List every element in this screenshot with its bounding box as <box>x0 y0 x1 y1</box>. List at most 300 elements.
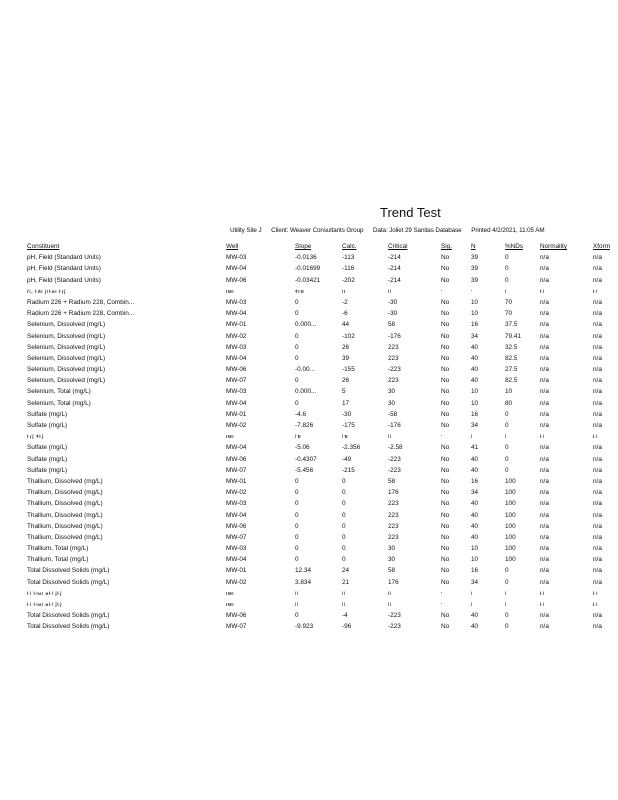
cell-normality: n/a <box>540 399 549 407</box>
cell-well: MW-03 <box>226 298 247 306</box>
cell-critical: ǀǀ <box>388 590 392 596</box>
cell-sig: No <box>441 455 450 463</box>
cell-n: ǀ <box>471 602 473 607</box>
cell-calc: 0 <box>342 489 346 497</box>
cell-pct-nds: ǀ <box>505 590 507 596</box>
cell-n: 10 <box>471 388 479 396</box>
header-well: Well <box>226 243 239 250</box>
table-row <box>27 588 617 599</box>
cell-n: 39 <box>471 276 479 284</box>
cell-slope: -0.0136 <box>295 254 317 262</box>
cell-slope: 0 <box>295 500 299 508</box>
cell-critical: -176 <box>388 422 401 429</box>
cell-constituent: Selenium, Total (mg/L) <box>27 388 91 396</box>
cell-xform: n/a <box>593 265 602 273</box>
cell-xform: n/a <box>593 298 602 306</box>
cell-sig: No <box>441 321 450 329</box>
cell-xform: n/a <box>593 545 602 553</box>
cell-n: 16 <box>471 321 479 329</box>
cell-calc: 24 <box>342 567 350 575</box>
cell-sig: ʹ <box>441 602 443 607</box>
cell-xform: ŀǀ <box>593 288 598 294</box>
cell-calc: 17 <box>342 399 350 407</box>
cell-n: 40 <box>471 612 479 620</box>
cell-slope: 0 <box>295 354 299 362</box>
cell-slope: 12.34 <box>295 567 311 575</box>
cell-slope: -0.01699 <box>295 265 321 273</box>
cell-slope: 0 <box>295 399 299 407</box>
cell-slope: 0 <box>295 511 299 519</box>
cell-pct-nds: ǀ <box>505 288 507 294</box>
table-row <box>27 364 617 375</box>
cell-slope: -7.826 <box>295 422 314 429</box>
cell-pct-nds: 0 <box>505 422 509 429</box>
cell-critical: 223 <box>388 377 399 385</box>
cell-n: 40 <box>471 533 479 541</box>
cell-critical: -223 <box>388 455 401 463</box>
cell-n: 40 <box>471 366 479 374</box>
cell-constituent: Total Dissolved Solids (mg/L) <box>27 623 110 631</box>
cell-well: MW-02 <box>226 578 247 586</box>
cell-n: 40 <box>471 511 479 519</box>
cell-constituent: Thallium, Dissolved (mg/L) <box>27 522 103 530</box>
cell-xform: n/a <box>593 489 602 497</box>
cell-slope: -5.456 <box>295 466 314 474</box>
cell-well: MW-06 <box>226 455 247 463</box>
cell-xform: n/a <box>593 276 602 284</box>
cell-calc: 0 <box>342 556 346 564</box>
table-row <box>27 543 617 554</box>
cell-calc: -202 <box>342 276 355 284</box>
cell-constituent: Selenium, Dissolved (mg/L) <box>27 366 106 374</box>
header-critical: Critical <box>388 243 408 250</box>
cell-pct-nds: 0 <box>505 612 509 620</box>
cell-constituent: Total Dissolved Solids (mg/L) <box>27 567 110 575</box>
cell-xform: n/a <box>593 522 602 530</box>
cell-slope: -0.00... <box>295 366 315 374</box>
cell-calc: 0 <box>342 522 346 530</box>
cell-sig: No <box>441 298 450 306</box>
printed-timestamp: Printed 4/2/2021, 11:05 AM <box>471 227 545 234</box>
cell-normality: n/a <box>540 444 549 452</box>
table-row <box>27 577 617 588</box>
cell-constituent: Selenium, Total (mg/L) <box>27 399 91 407</box>
table-row <box>27 610 617 621</box>
cell-pct-nds: 70 <box>505 298 513 306</box>
table-row <box>27 420 617 431</box>
table-row <box>27 386 617 397</box>
cell-n: 40 <box>471 522 479 530</box>
cell-constituent: Thallium, Dissolved (mg/L) <box>27 533 103 541</box>
cell-pct-nds: 82.5 <box>505 354 518 362</box>
cell-n: ʹ <box>471 288 473 294</box>
cell-sig: ʹ <box>441 434 443 440</box>
table-row <box>27 599 617 610</box>
cell-normality: n/a <box>540 254 549 262</box>
cell-constituent: ŀŗĵ ǂŀĵ <box>27 434 44 440</box>
cell-n: 41 <box>471 444 479 452</box>
table-row <box>27 487 617 498</box>
table-row <box>27 252 617 263</box>
cell-normality: n/a <box>540 567 549 575</box>
cell-normality: n/a <box>540 578 549 586</box>
report-info-line <box>230 227 552 234</box>
client-label: Client: Weaver Consultants Group <box>271 227 364 234</box>
cell-sig: No <box>441 545 450 553</box>
cell-xform: n/a <box>593 466 602 474</box>
cell-xform: n/a <box>593 444 602 452</box>
cell-xform: n/a <box>593 533 602 541</box>
cell-xform: n/a <box>593 623 602 631</box>
cell-calc: 39 <box>342 354 350 362</box>
cell-slope: 0 <box>295 489 299 497</box>
cell-sig: No <box>441 276 450 284</box>
cell-constituent: Total Dissolved Solids (mg/L) <box>27 612 110 620</box>
cell-slope: 0.000... <box>295 388 317 396</box>
cell-normality: n/a <box>540 533 549 541</box>
table-row <box>27 510 617 521</box>
cell-well: MW-07 <box>226 533 247 541</box>
cell-pct-nds: 100 <box>505 533 516 541</box>
cell-xform: n/a <box>593 500 602 508</box>
cell-sig: No <box>441 265 450 273</box>
cell-xform: n/a <box>593 343 602 351</box>
cell-normality: n/a <box>540 276 549 284</box>
cell-normality: n/a <box>540 343 549 351</box>
cell-well: MW-01 <box>226 410 247 418</box>
table-row <box>27 498 617 509</box>
cell-sig: No <box>441 533 450 541</box>
cell-well: MW-01 <box>226 567 247 575</box>
cell-n: ǀ <box>471 434 473 440</box>
cell-critical: -223 <box>388 623 401 631</box>
cell-well: MW-03 <box>226 500 247 508</box>
cell-normality: n/a <box>540 298 549 306</box>
cell-sig: No <box>441 444 450 452</box>
cell-constituent: Sulfate (mg/L) <box>27 455 68 463</box>
cell-slope: 0 <box>295 298 299 306</box>
cell-n: 40 <box>471 455 479 463</box>
cell-n: ǀ <box>471 590 473 596</box>
cell-slope: -9.923 <box>295 623 314 631</box>
cell-critical: 223 <box>388 522 399 530</box>
cell-well: MW-04 <box>226 399 247 407</box>
header-n: N <box>471 243 476 250</box>
cell-n: 40 <box>471 623 479 631</box>
cell-xform: n/a <box>593 578 602 586</box>
table-row <box>27 409 617 420</box>
header-pct-nds: %NDs <box>505 243 524 250</box>
cell-sig: No <box>441 343 450 351</box>
cell-sig: No <box>441 612 450 620</box>
cell-xform: n/a <box>593 455 602 463</box>
cell-constituent: pH, Field (Standard Units) <box>27 265 101 273</box>
cell-normality: ŀǀ <box>540 288 545 294</box>
cell-sig: No <box>441 377 450 385</box>
cell-slope: 0 <box>295 545 299 553</box>
cell-pct-nds: 100 <box>505 522 516 530</box>
cell-pct-nds: 10 <box>505 388 513 396</box>
cell-constituent: Thallium, Dissolved (mg/L) <box>27 489 103 497</box>
cell-well: MW-06 <box>226 612 247 620</box>
header-sig: Sig. <box>441 243 453 250</box>
cell-xform: ŀǀ <box>593 590 598 596</box>
cell-normality: n/a <box>540 366 549 374</box>
cell-sig: No <box>441 254 450 262</box>
cell-well: MW-06 <box>226 366 247 374</box>
cell-calc: 26 <box>342 377 350 385</box>
cell-xform: n/a <box>593 399 602 407</box>
cell-slope: 3.834 <box>295 578 311 586</box>
cell-constituent: pH, Field (Standard Units) <box>27 254 101 262</box>
cell-slope: ǀǀ <box>295 590 299 596</box>
cell-calc: -2.356 <box>342 444 361 452</box>
cell-pct-nds: 37.5 <box>505 321 518 329</box>
cell-calc: ǀǀ <box>342 590 346 596</box>
cell-xform: n/a <box>593 612 602 620</box>
cell-xform: n/a <box>593 556 602 564</box>
cell-critical: 30 <box>388 545 396 553</box>
cell-critical: -223 <box>388 612 401 620</box>
table-row <box>27 353 617 364</box>
cell-critical: 30 <box>388 556 396 564</box>
cell-n: 10 <box>471 556 479 564</box>
cell-constituent: Thallium, Total (mg/L) <box>27 545 89 553</box>
cell-well: MW-04 <box>226 310 247 318</box>
cell-constituent: Selenium, Dissolved (mg/L) <box>27 321 106 329</box>
cell-well: MW-04 <box>226 354 247 362</box>
cell-xform: n/a <box>593 410 602 418</box>
cell-critical: -223 <box>388 466 401 474</box>
cell-well: MW-06 <box>226 522 247 530</box>
cell-constituent: Sulfate (mg/L) <box>27 444 68 452</box>
cell-xform: n/a <box>593 567 602 575</box>
cell-calc: 44 <box>342 321 350 329</box>
cell-calc: 21 <box>342 578 350 586</box>
cell-n: 39 <box>471 254 479 262</box>
cell-sig: No <box>441 366 450 374</box>
cell-critical: -214 <box>388 276 401 284</box>
cell-n: 40 <box>471 377 479 385</box>
cell-well: MW-04 <box>226 556 247 564</box>
cell-sig: No <box>441 399 450 407</box>
cell-pct-nds: 0 <box>505 623 509 631</box>
cell-xform: ŀǀ <box>593 602 598 607</box>
header-slope: Slope <box>295 243 312 250</box>
cell-xform: n/a <box>593 511 602 519</box>
table-row <box>27 319 617 330</box>
cell-pct-nds: 0 <box>505 254 509 262</box>
cell-constituent: Sulfate (mg/L) <box>27 466 68 474</box>
table-row <box>27 375 617 386</box>
cell-constituent: pH, Field (Standard Units) <box>27 276 101 284</box>
cell-constituent: Selenium, Dissolved (mg/L) <box>27 377 106 385</box>
report-title: Trend Test <box>380 205 441 220</box>
cell-n: 34 <box>471 489 479 497</box>
cell-normality: n/a <box>540 612 549 620</box>
cell-well: MW-02 <box>226 422 247 429</box>
cell-well: ІΜΙ <box>226 434 235 440</box>
cell-n: 34 <box>471 332 479 340</box>
cell-well: MW-04 <box>226 511 247 519</box>
cell-well: MW-07 <box>226 377 247 385</box>
cell-calc: ǀǀ <box>342 602 346 607</box>
cell-critical: 30 <box>388 388 396 396</box>
cell-pct-nds: 80 <box>505 399 513 407</box>
cell-critical: ǀǀ <box>388 434 392 440</box>
cell-constituent: ŀǀ ŀІиΙ иŀǀ ĵŀĵ <box>27 602 62 607</box>
cell-slope: ǀΈ <box>295 434 302 440</box>
cell-calc: -116 <box>342 265 355 273</box>
cell-constituent: Selenium, Dissolved (mg/L) <box>27 332 106 340</box>
cell-slope: -4.6 <box>295 410 307 418</box>
cell-well: MW-03 <box>226 343 247 351</box>
cell-well: MW-07 <box>226 623 247 631</box>
cell-critical: 58 <box>388 567 396 575</box>
cell-n: 39 <box>471 265 479 273</box>
cell-xform: n/a <box>593 310 602 318</box>
cell-normality: n/a <box>540 545 549 553</box>
table-row <box>27 554 617 565</box>
site-label: Utility Site J <box>230 227 262 234</box>
cell-well: ІΜΙ <box>226 288 235 294</box>
cell-normality: ŀǀ <box>540 602 545 607</box>
cell-xform: n/a <box>593 477 602 485</box>
table-row <box>27 331 617 342</box>
cell-constituent: Sulfate (mg/L) <box>27 422 68 429</box>
table-row <box>27 297 617 308</box>
cell-constituent: Sulfate (mg/L) <box>27 410 68 418</box>
cell-constituent: Selenium, Dissolved (mg/L) <box>27 343 106 351</box>
cell-pct-nds: ǀ <box>505 434 507 440</box>
cell-critical: 223 <box>388 343 399 351</box>
cell-pct-nds: 100 <box>505 556 516 564</box>
cell-slope: -5.06 <box>295 444 310 452</box>
cell-calc: -113 <box>342 254 355 262</box>
cell-sig: No <box>441 422 450 429</box>
cell-well: MW-02 <box>226 332 247 340</box>
cell-sig: ʹ <box>441 590 443 596</box>
cell-constituent: Thallium, Total (mg/L) <box>27 556 89 564</box>
cell-normality: n/a <box>540 489 549 497</box>
cell-constituent: Selenium, Dissolved (mg/L) <box>27 354 106 362</box>
cell-slope: 0 <box>295 612 299 620</box>
cell-calc: 26 <box>342 343 350 351</box>
cell-slope: 0 <box>295 332 299 340</box>
cell-pct-nds: 100 <box>505 545 516 553</box>
cell-well: MW-03 <box>226 388 247 396</box>
cell-well: MW-04 <box>226 265 247 273</box>
cell-critical: -30 <box>388 298 398 306</box>
cell-sig: No <box>441 522 450 530</box>
cell-sig: No <box>441 310 450 318</box>
cell-normality: n/a <box>540 522 549 530</box>
cell-n: 16 <box>471 567 479 575</box>
cell-constituent: Thallium, Dissolved (mg/L) <box>27 500 103 508</box>
cell-critical: -223 <box>388 366 401 374</box>
cell-well: ІΜΙ <box>226 590 235 596</box>
table-row <box>27 621 617 632</box>
cell-calc: 0 <box>342 500 346 508</box>
cell-pct-nds: 0 <box>505 578 509 586</box>
cell-critical: ǀǀ <box>388 602 392 607</box>
table-row <box>27 476 617 487</box>
cell-sig: No <box>441 623 450 631</box>
cell-n: 40 <box>471 354 479 362</box>
cell-pct-nds: 0 <box>505 410 509 418</box>
cell-xform: n/a <box>593 388 602 396</box>
cell-calc: 0 <box>342 545 346 553</box>
cell-calc: -102 <box>342 332 355 340</box>
cell-slope: 0 <box>295 477 299 485</box>
cell-calc: -215 <box>342 466 355 474</box>
cell-n: 16 <box>471 410 479 418</box>
cell-sig: No <box>441 354 450 362</box>
cell-calc: 0 <box>342 511 346 519</box>
cell-pct-nds: ǀ <box>505 602 507 607</box>
cell-slope: 0 <box>295 310 299 318</box>
cell-pct-nds: 100 <box>505 489 516 497</box>
cell-normality: n/a <box>540 265 549 273</box>
cell-normality: n/a <box>540 422 549 429</box>
cell-pct-nds: 27.5 <box>505 366 518 374</box>
cell-normality: n/a <box>540 321 549 329</box>
cell-critical: -176 <box>388 332 401 340</box>
cell-pct-nds: 32.5 <box>505 343 518 351</box>
cell-critical: -214 <box>388 254 401 262</box>
cell-critical: 58 <box>388 477 396 485</box>
cell-xform: n/a <box>593 366 602 374</box>
cell-n: 10 <box>471 399 479 407</box>
cell-sig: No <box>441 489 450 497</box>
cell-sig: No <box>441 500 450 508</box>
cell-slope: 0 <box>295 522 299 530</box>
cell-constituent: ŀǀ ŀІиΙ иŀǀ ĵŀĵ <box>27 590 62 596</box>
cell-normality: n/a <box>540 511 549 519</box>
cell-pct-nds: 70 <box>505 310 513 318</box>
cell-critical: -2.58 <box>388 444 403 452</box>
cell-normality: n/a <box>540 623 549 631</box>
cell-calc: 0 <box>342 477 346 485</box>
cell-xform: n/a <box>593 422 602 429</box>
table-row <box>27 532 617 543</box>
table-row <box>27 275 617 286</box>
cell-slope: ǂІΈ <box>295 288 305 294</box>
cell-calc: -4 <box>342 612 348 620</box>
cell-critical: 30 <box>388 399 396 407</box>
cell-constituent: Total Dissolved Solids (mg/L) <box>27 578 110 586</box>
cell-xform: ŀǀ <box>593 434 598 440</box>
table-row <box>27 565 617 576</box>
cell-critical: 223 <box>388 511 399 519</box>
cell-normality: n/a <box>540 477 549 485</box>
cell-slope: 0 <box>295 556 299 564</box>
cell-calc: -175 <box>342 422 355 429</box>
cell-pct-nds: 100 <box>505 500 516 508</box>
cell-critical: 223 <box>388 500 399 508</box>
cell-n: 10 <box>471 545 479 553</box>
table-row <box>27 308 617 319</box>
cell-xform: n/a <box>593 332 602 340</box>
cell-calc: ǀІ <box>342 288 346 294</box>
cell-normality: ŀǀ <box>540 590 545 596</box>
table-row <box>27 442 617 453</box>
cell-xform: n/a <box>593 254 602 262</box>
cell-pct-nds: 100 <box>505 477 516 485</box>
cell-normality: n/a <box>540 466 549 474</box>
table-row <box>27 342 617 353</box>
cell-well: MW-03 <box>226 254 247 262</box>
